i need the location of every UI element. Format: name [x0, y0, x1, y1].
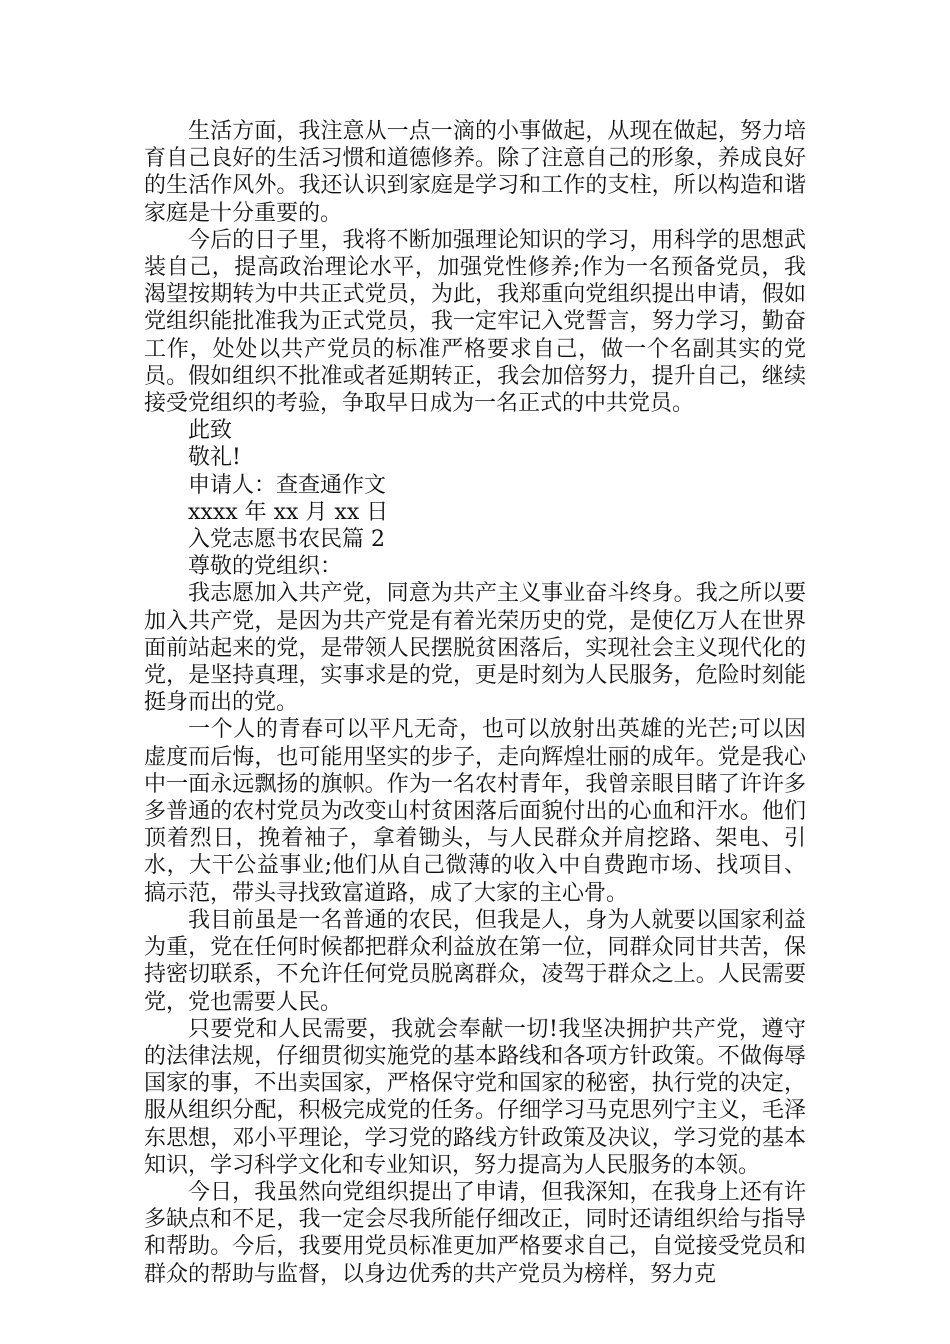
- closing-salute: 此致: [188, 418, 233, 444]
- applicant-signature: 申请人：查查通作文: [188, 472, 387, 498]
- paragraph-farmer: 我目前虽是一名普通的农民，但我是人，身为人就要以国家利益为重，党在任何时候都把群众利益放在第一位，同群众同甘共苦，保持密切联系，不允许任何党员脱离群众，凌驾于群众之上。人民需要党，党也需要人民。: [144, 907, 806, 1015]
- closing-regards: 敬礼!: [188, 445, 241, 471]
- paragraph-motivation: 我志愿加入共产党，同意为共产主义事业奋斗终身。我之所以要加入共产党，是因为共产党是有着光荣历史的党，是使亿万人在世界面前站起来的党，是带领人民摆脱贫困落后，实现社会主义现代化的党，是坚持真理，实事求是的党，更是时刻为人民服务，危险时刻能挺身而出的党。: [144, 581, 806, 716]
- paragraph-youth: 一个人的青春可以平凡无奇，也可以放射出英雄的光芒;可以因虚度而后悔，也可能用坚实的步子，走向辉煌壮丽的成年。党是我心中一面永远飘扬的旗帜。作为一名农村青年，我曾亲眼目睹了许许多多普通的农村党员为改变山村贫困落后面貌付出的心血和汗水。他们顶着烈日，挽着袖子，拿着锄头，与人民群众并肩挖路、架电、引水，大干公益事业;他们从自己微薄的收入中自费跑市场、找项目、搞示范，带头寻找致富道路，成了大家的主心骨。: [144, 717, 806, 906]
- greeting: 尊敬的党组织：: [188, 554, 343, 580]
- application-date: xxxx 年 xx 月 xx 日: [188, 499, 389, 525]
- document-page: [144, 118, 806, 1288]
- section-title: 入党志愿书农民篇 2: [188, 527, 385, 553]
- paragraph-devotion: 只要党和人民需要，我就会奉献一切!我坚决拥护共产党，遵守的法律法规，仔细贯彻实施党的基本路线和各项方针政策。不做侮辱国家的事，不出卖国家，严格保守党和国家的秘密，执行党的决定，服从组织分配，积极完成党的任务。仔细学习马克思列宁主义，毛泽东思想，邓小平理论，学习党的路线方针政策及决议，学习党的基本知识，学习科学文化和专业知识，努力提高为人民服务的本领。: [144, 1016, 806, 1178]
- paragraph-life: 生活方面，我注意从一点一滴的小事做起，从现在做起，努力培育自己良好的生活习惯和道德修养。除了注意自己的形象，养成良好的生活作风外。我还认识到家庭是学习和工作的支柱，所以构造和谐家庭是十分重要的。: [144, 119, 806, 226]
- paragraph-today: 今日，我虽然向党组织提出了申请，但我深知，在我身上还有许多缺点和不足，我一定会尽我所能仔细改正，同时还请组织给与指导和帮助。今后，我要用党员标准更加严格要求自己，自觉接受党员和群众的帮助与监督，以身边优秀的共产党员为榜样，努力克: [144, 1179, 806, 1287]
- paragraph-future: 今后的日子里，我将不断加强理论知识的学习，用科学的思想武装自己，提高政治理论水平，加强党性修养;作为一名预备党员，我渴望按期转为中共正式党员，为此，我郑重向党组织提出申请，假如党组织能批准我为正式党员，我一定牢记入党誓言，努力学习，勤奋工作，处处以共产党员的标准严格要求自己，做一个名副其实的党员。假如组织不批准或者延期转正，我会加倍努力，提升自己，继续接受党组织的考验，争取早日成为一名正式的中共党员。: [144, 227, 806, 417]
